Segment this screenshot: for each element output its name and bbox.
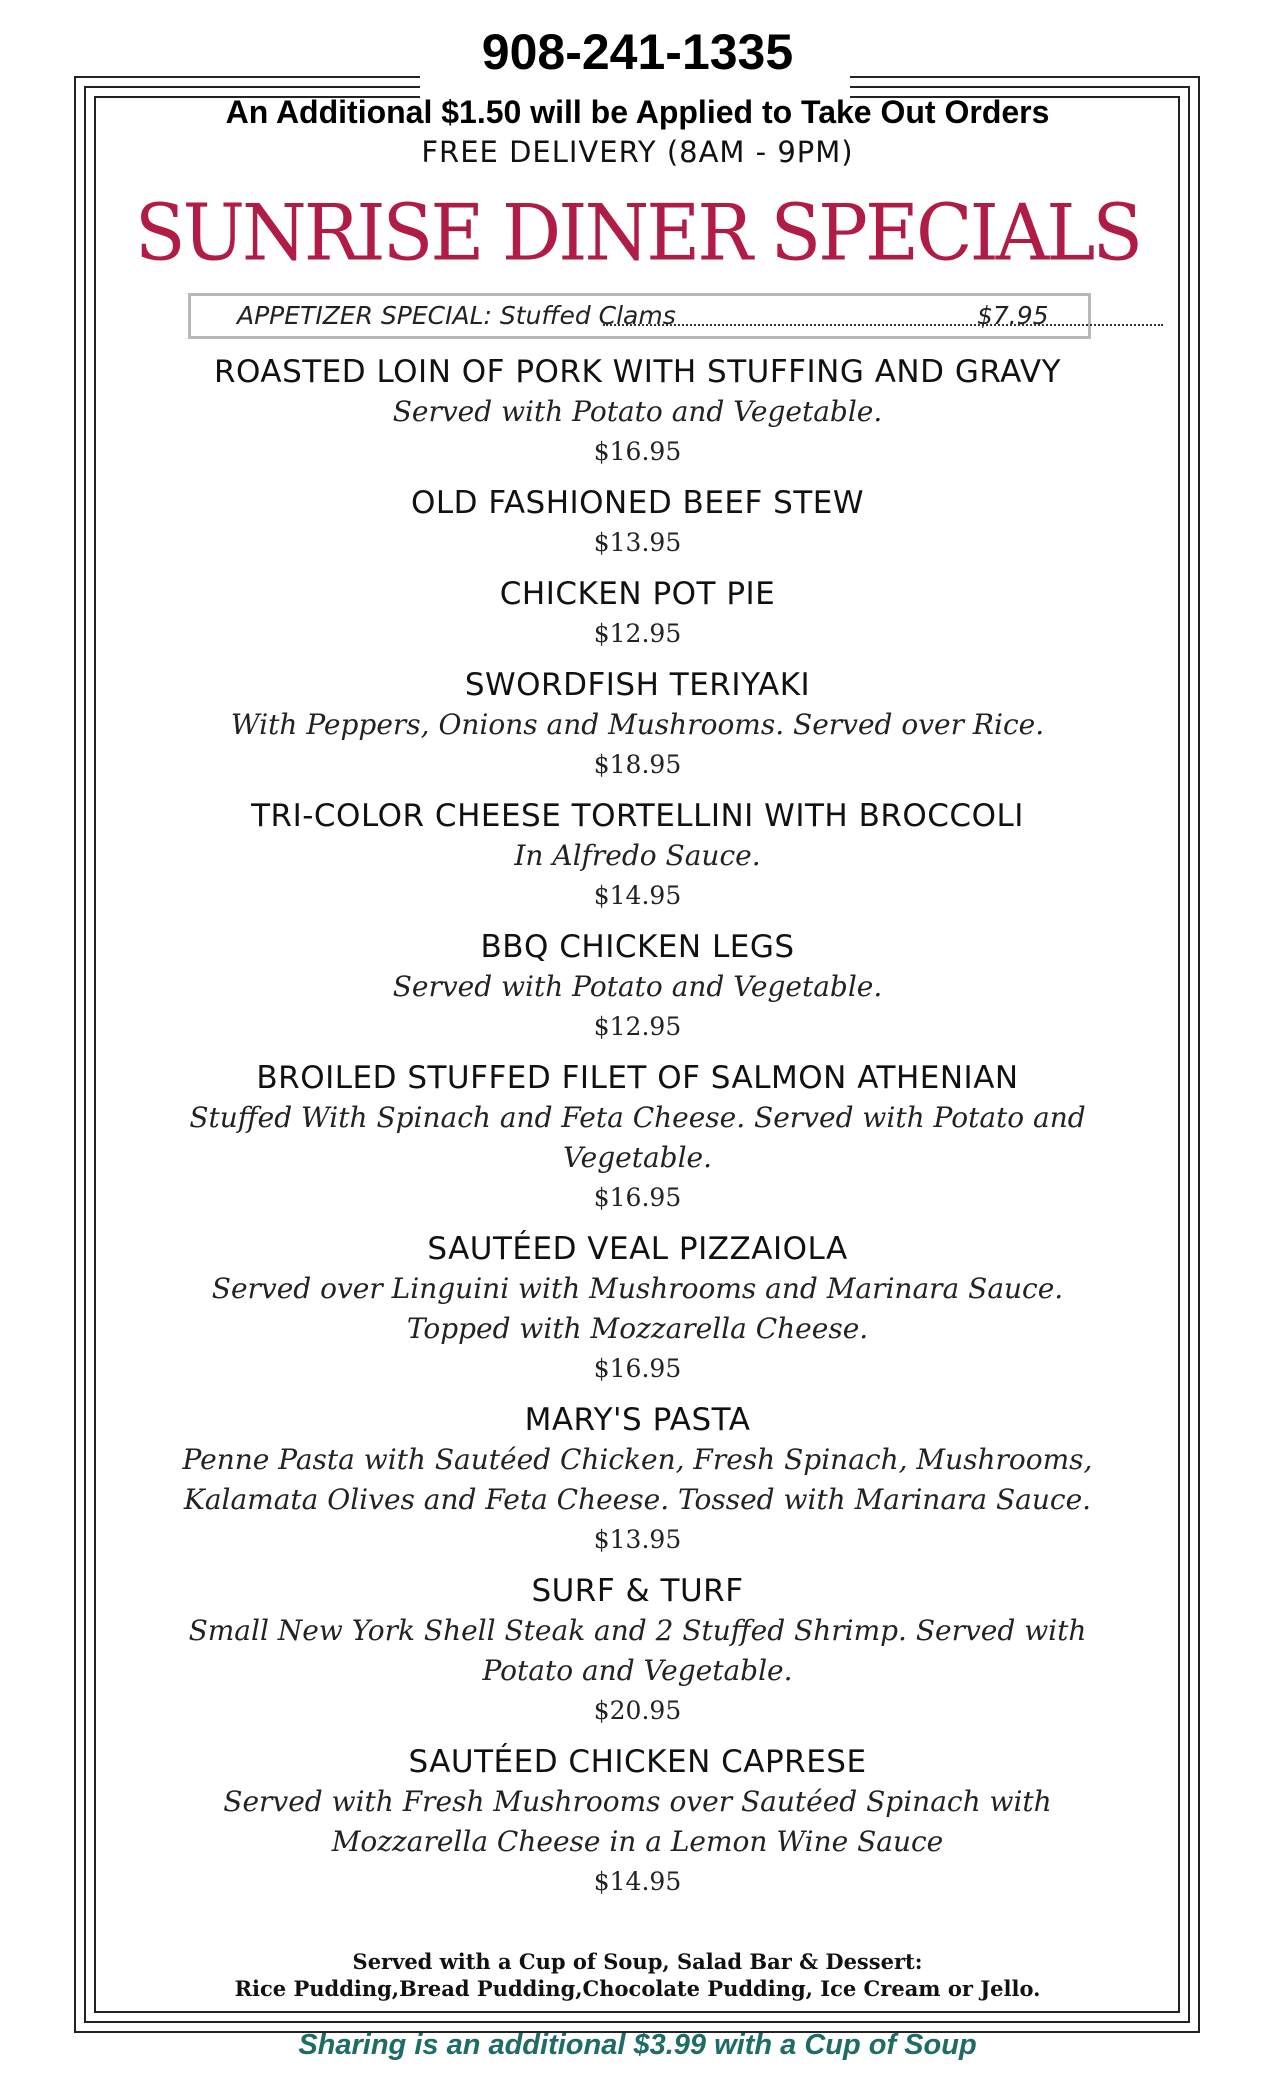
item-description: Stuffed With Spinach and Feta Cheese. Served with Potato and Vegetable. <box>189 1101 1086 1174</box>
menu-item <box>150 1229 1125 1388</box>
item-name: SAUTÉED CHICKEN CAPRESE <box>408 1744 867 1780</box>
page-title: SUNRISE DINER SPECIALS <box>134 187 1141 279</box>
served-line-2: Rice Pudding,Bread Pudding,Chocolate Pudding, Ice Cream or Jello. <box>234 1976 1041 2001</box>
item-name: BROILED STUFFED FILET OF SALMON ATHENIAN <box>256 1060 1019 1096</box>
menu-item <box>150 1571 1125 1730</box>
menu-item <box>150 352 1125 471</box>
menu-item <box>150 483 1125 562</box>
item-description: With Peppers, Onions and Mushrooms. Served over Rice. <box>230 708 1045 741</box>
item-description: Served over Linguini with Mushrooms and Marinara Sauce. Topped with Mozzarella Cheese. <box>211 1272 1064 1345</box>
sharing-note: Sharing is an additional $3.99 with a Cup of Soup <box>298 2029 977 2061</box>
item-description: Small New York Shell Steak and 2 Stuffed Shrimp. Served with Potato and Vegetable. <box>188 1614 1087 1687</box>
item-description: Penne Pasta with Sautéed Chicken, Fresh Spinach, Mushrooms, Kalamata Olives and Feta Cheese. Tossed with Marinara Sauce. <box>182 1443 1093 1516</box>
item-description: Served with Potato and Vegetable. <box>392 395 883 428</box>
appetizer-price: $7.95 <box>977 301 1049 330</box>
served-line-1: Served with a Cup of Soup, Salad Bar & Dessert: <box>352 1949 923 1974</box>
item-name: MARY'S PASTA <box>524 1402 751 1438</box>
item-name: BBQ CHICKEN LEGS <box>480 929 795 965</box>
item-price: $12.95 <box>593 1012 682 1041</box>
served-with-note <box>0 1948 1275 2002</box>
menu-item <box>150 796 1125 915</box>
item-price: $14.95 <box>593 1867 682 1896</box>
appetizer-special-box <box>188 293 1091 339</box>
item-price: $14.95 <box>593 881 682 910</box>
menu-item <box>150 574 1125 653</box>
phone-number: 908-241-1335 <box>481 24 794 80</box>
item-price: $16.95 <box>593 437 682 466</box>
item-name: SURF & TURF <box>531 1573 744 1609</box>
menu-item <box>150 927 1125 1046</box>
menu-item <box>150 1400 1125 1559</box>
item-name: OLD FASHIONED BEEF STEW <box>410 485 865 521</box>
item-price: $12.95 <box>593 619 682 648</box>
item-name: CHICKEN POT PIE <box>499 576 776 612</box>
item-price: $16.95 <box>593 1354 682 1383</box>
dot-leader <box>603 310 1163 326</box>
item-price: $13.95 <box>593 1525 682 1554</box>
item-description: Served with Potato and Vegetable. <box>392 970 883 1003</box>
takeout-note: An Additional $1.50 will be Applied to Take Out Orders <box>225 94 1050 130</box>
menu-item <box>150 1742 1125 1901</box>
delivery-note: FREE DELIVERY (8AM - 9PM) <box>421 135 854 169</box>
item-name: ROASTED LOIN OF PORK WITH STUFFING AND GRAVY <box>213 354 1062 390</box>
item-price: $18.95 <box>593 750 682 779</box>
item-price: $16.95 <box>593 1183 682 1212</box>
specials-list <box>150 352 1125 1913</box>
item-name: TRI-COLOR CHEESE TORTELLINI WITH BROCCOLI <box>251 798 1024 834</box>
item-description: Served with Fresh Mushrooms over Sautéed Spinach with Mozzarella Cheese in a Lemon Wine Sauce <box>223 1785 1052 1858</box>
item-description: In Alfredo Sauce. <box>514 839 761 872</box>
menu-item <box>150 665 1125 784</box>
menu-item <box>150 1058 1125 1217</box>
item-name: SAUTÉED VEAL PIZZAIOLA <box>427 1231 848 1267</box>
item-price: $13.95 <box>593 528 682 557</box>
appetizer-label: APPETIZER SPECIAL: Stuffed Clams <box>237 301 676 330</box>
item-name: SWORDFISH TERIYAKI <box>464 667 811 703</box>
item-price: $20.95 <box>593 1696 682 1725</box>
